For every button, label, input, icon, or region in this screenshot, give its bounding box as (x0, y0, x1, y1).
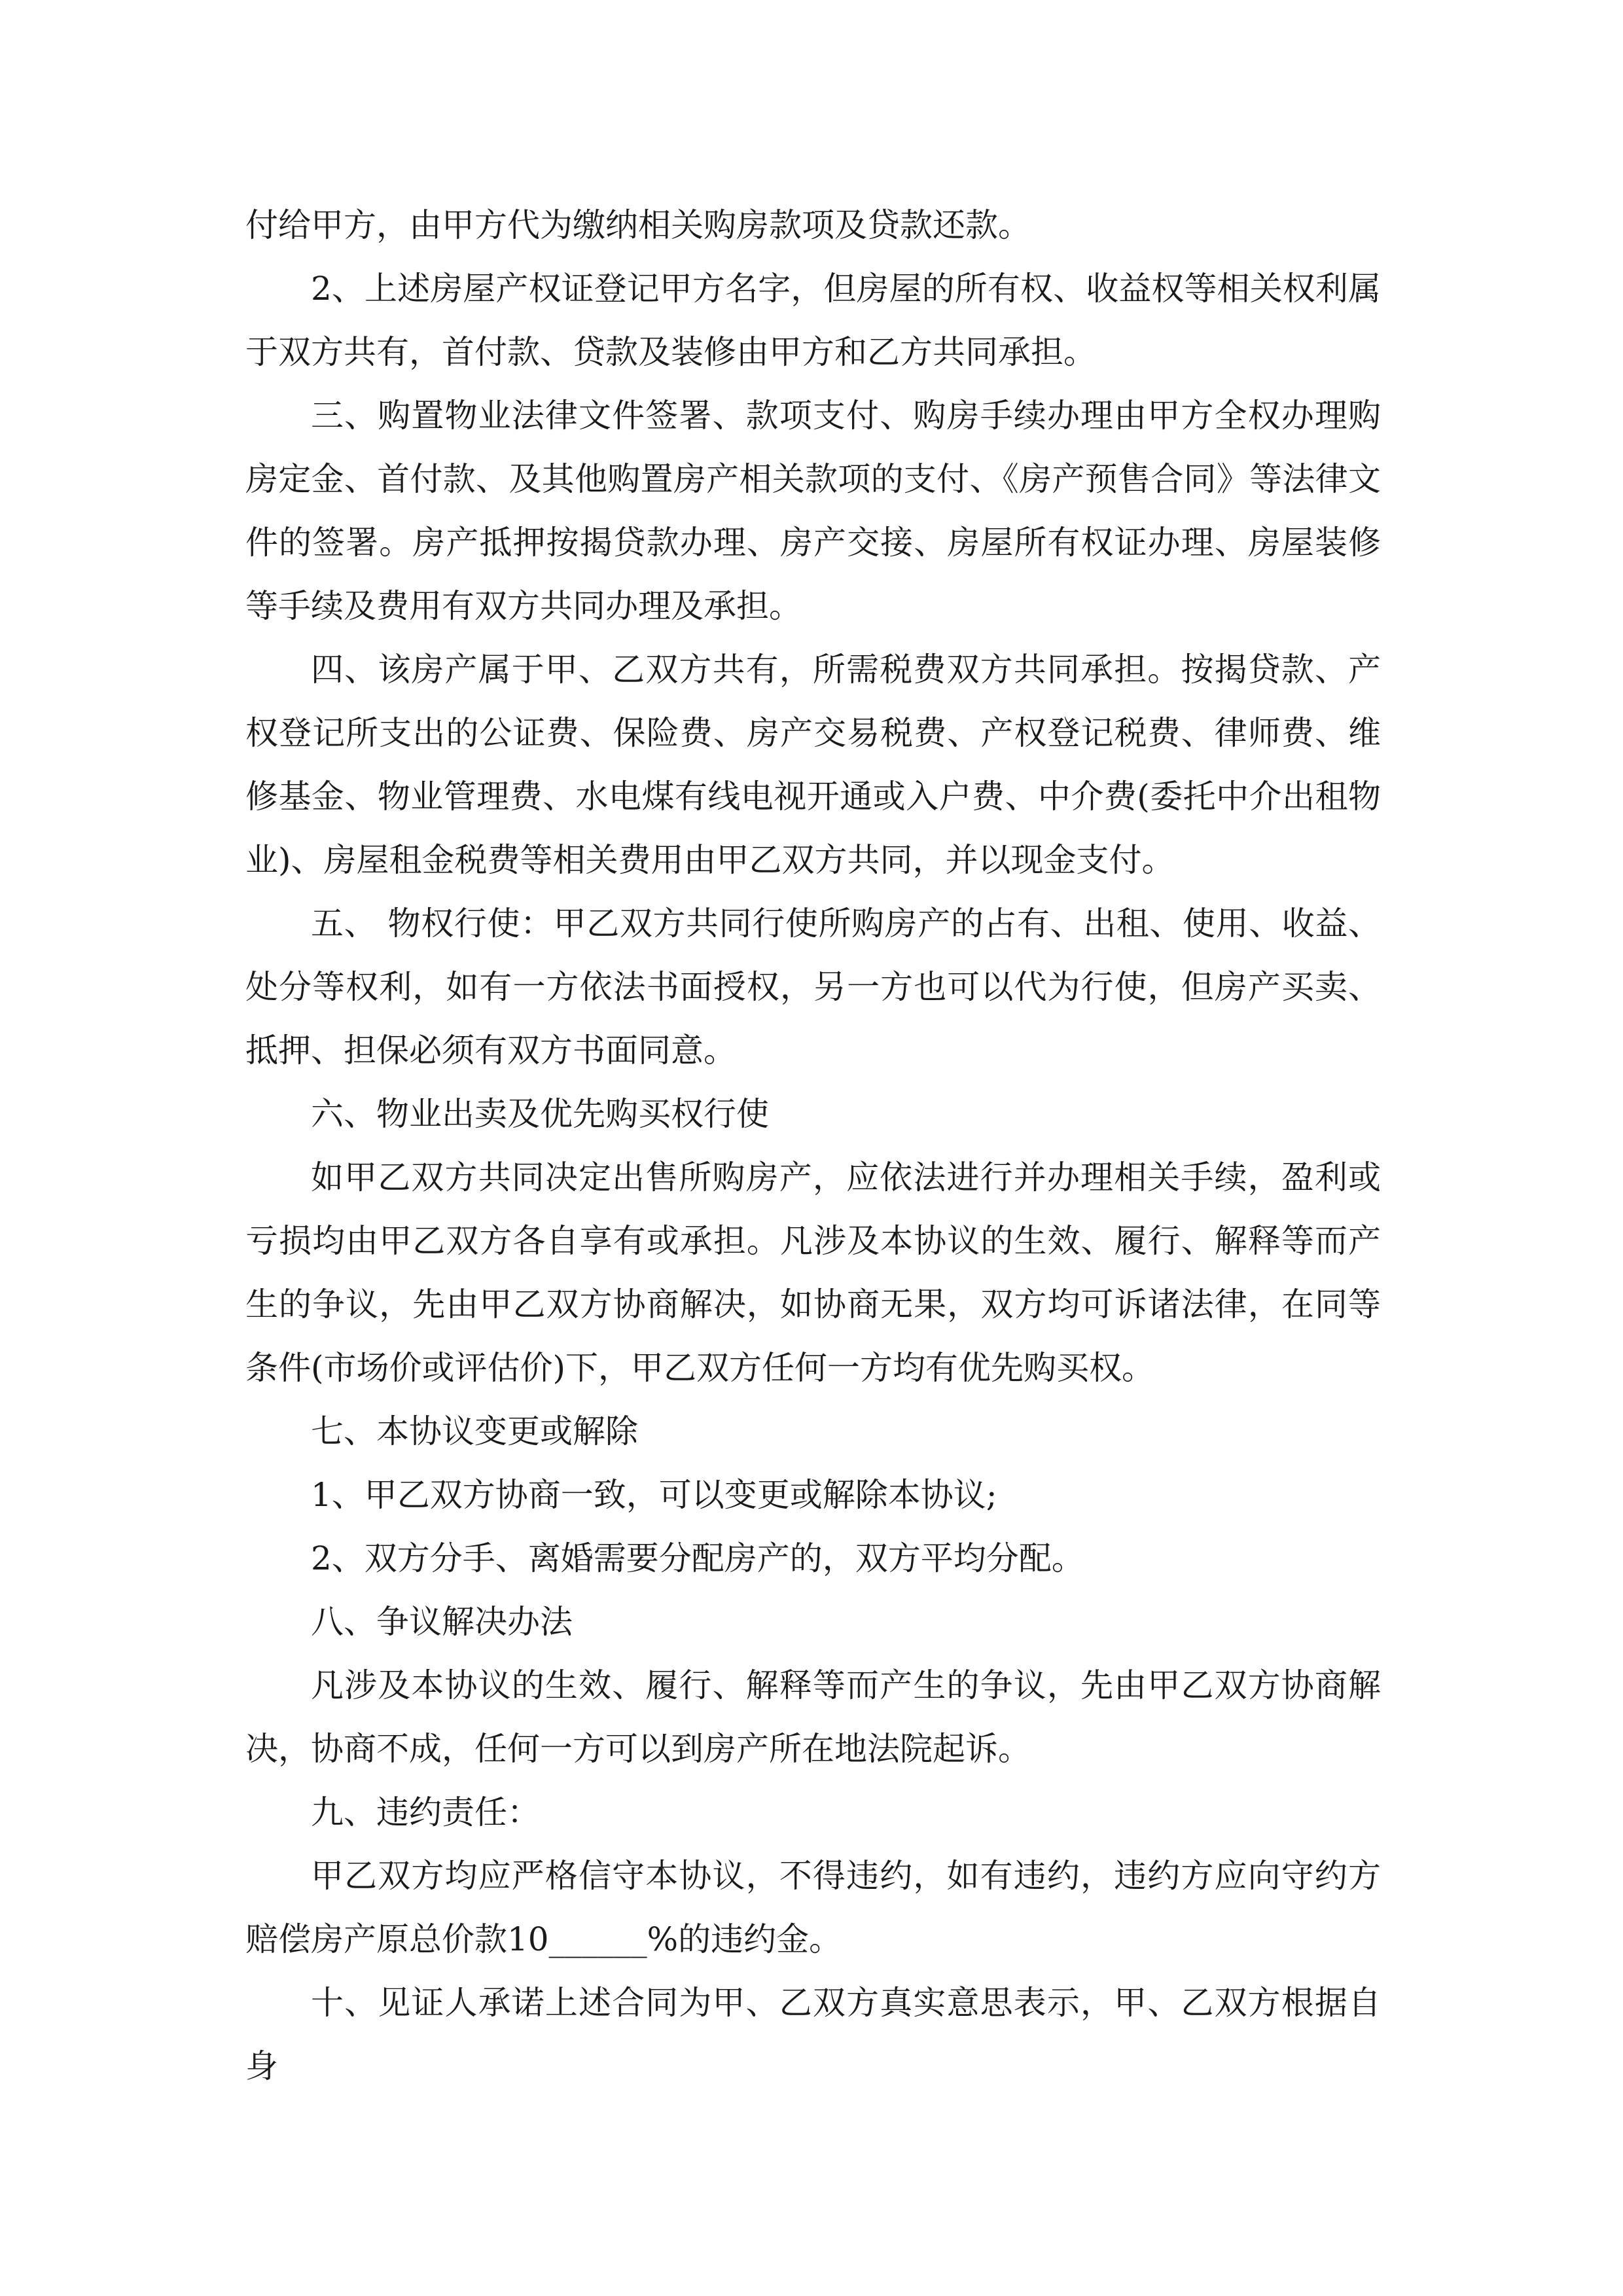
paragraph-clause-5: 五、 物权行使：甲乙双方共同行使所购房产的占有、出租、使用、收益、处分等权利，如有一方依法书面授权，另一方也可以代为行使，但房产买卖、抵押、担保必须有双方书面同意。 (245, 905, 1381, 1069)
paragraph-clause-9-body: 甲乙双方均应严格信守本协议，不得违约，如有违约，违约方应向守约方赔偿房产原总价款10______%的违约金。 (245, 1857, 1381, 1958)
paragraph-continuation: 付给甲方，由甲方代为缴纳相关购房款项及贷款还款。 (245, 206, 1031, 244)
paragraph-clause-10: 十、见证人承诺上述合同为甲、乙双方真实意思表示，甲、乙双方根据自身 (245, 1984, 1381, 2085)
heading-clause-8: 八、争议解决办法 (311, 1603, 573, 1641)
heading-clause-7: 七、本协议变更或解除 (311, 1412, 638, 1450)
paragraph-clause-8-body: 凡涉及本协议的生效、履行、解释等而产生的争议，先由甲乙双方协商解决，协商不成，任何一方可以到房产所在地法院起诉。 (245, 1666, 1381, 1768)
heading-clause-9: 九、违约责任： (311, 1793, 540, 1831)
heading-clause-6: 六、物业出卖及优先购买权行使 (311, 1095, 769, 1133)
document-body (245, 194, 1381, 2098)
paragraph-clause-4: 四、该房产属于甲、乙双方共有，所需税费双方共同承担。按揭贷款、产权登记所支出的公证费、保险费、房产交易税费、产权登记税费、律师费、维修基金、物业管理费、水电煤有线电视开通或入户费、中介费(委托中介出租物业)、房屋租金税费等相关费用由甲乙双方共同，并以现金支付。 (245, 651, 1381, 879)
paragraph-clause-7-2: 2、双方分手、离婚需要分配房产的，双方平均分配。 (311, 1539, 1084, 1577)
paragraph-clause-7-1: 1、甲乙双方协商一致，可以变更或解除本协议; (311, 1476, 997, 1514)
paragraph-clause-6-body: 如甲乙双方共同决定出售所购房产，应依法进行并办理相关手续，盈利或亏损均由甲乙双方各自享有或承担。凡涉及本协议的生效、履行、解释等而产生的争议，先由甲乙双方协商解决，如协商无果，双方均可诉诸法律，在同等条件(市场价或评估价)下，甲乙双方任何一方均有优先购买权。 (245, 1158, 1381, 1387)
paragraph-clause-3: 三、购置物业法律文件签署、款项支付、购房手续办理由甲方全权办理购房定金、首付款、及其他购置房产相关款项的支付、《房产预售合同》等法律文件的签署。房产抵押按揭贷款办理、房产交接、房屋所有权证办理、房屋装修等手续及费用有双方共同办理及承担。 (245, 397, 1381, 625)
paragraph-clause-2-2: 2、上述房屋产权证登记甲方名字，但房屋的所有权、收益权等相关权利属于双方共有，首付款、贷款及装修由甲方和乙方共同承担。 (245, 270, 1381, 371)
